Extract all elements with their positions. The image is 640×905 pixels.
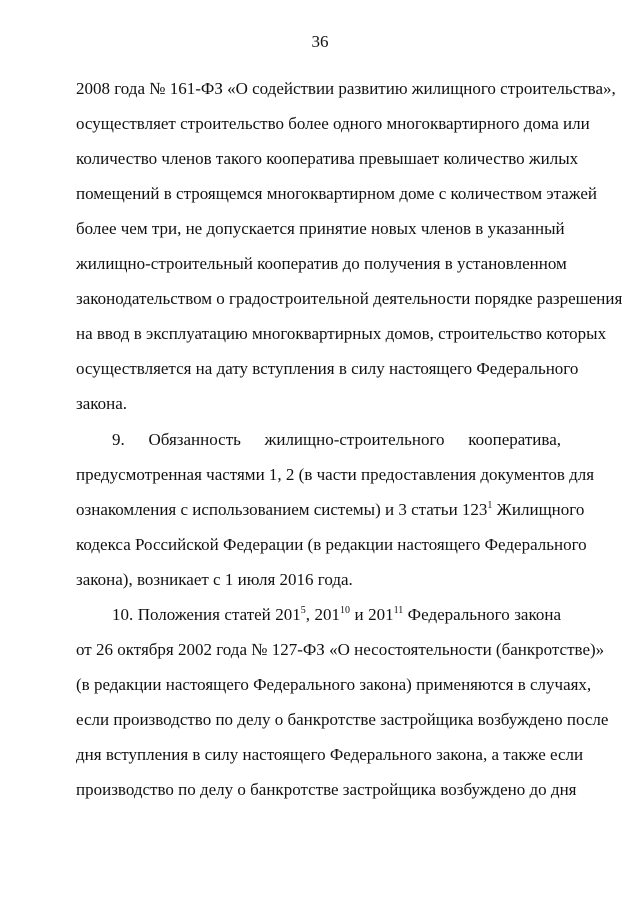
text-line: закона. [76, 394, 128, 413]
text-line: от 26 октября 2002 года № 127-ФЗ «О несостоятельности (банкротстве)» [76, 640, 605, 659]
text-line: помещений в строящемся многоквартирном доме с количеством этажей [76, 184, 597, 203]
text-line: осуществляется на дату вступления в силу настоящего Федерального [76, 359, 579, 378]
text-line: законодательством о градостроительной деятельности порядке разрешения [76, 289, 623, 308]
text-fragment: ознакомления с использованием системы) и 3 статьи 123 [76, 500, 488, 519]
text-line-with-superscript [76, 500, 585, 520]
text-line: кодекса Российской Федерации (в редакции настоящего Федерального [76, 535, 587, 554]
superscript: 11 [393, 605, 404, 617]
text-line: количество членов такого кооператива превышает количество жилых [76, 149, 579, 168]
text-line: дня вступления в силу настоящего Федерального закона, а также если [76, 745, 584, 764]
page-number: 36 [311, 32, 329, 51]
text-line: жилищно-строительный кооператив до получения в установленном [76, 254, 567, 273]
text-line: осуществляет строительство более одного многоквартирного дома или [76, 114, 590, 133]
text-line: производство по делу о банкротстве застройщика возбуждено до дня [76, 780, 577, 799]
paragraph-9-first-line: 9. Обязанность жилищно-строительного кооператива, [112, 430, 561, 449]
text-fragment: и 201 [350, 605, 394, 624]
text-fragment: Жилищного [492, 500, 585, 519]
text-line: более чем три, не допускается принятие новых членов в указанный [76, 219, 565, 238]
text-fragment: Федерального закона [403, 605, 561, 624]
superscript: 1 [487, 500, 493, 512]
superscript: 5 [300, 605, 306, 617]
text-line: 2008 года № 161-ФЗ «О содействии развитию жилищного строительства», [76, 79, 616, 98]
text-line: закона), возникает с 1 июля 2016 года. [76, 570, 353, 589]
paragraph-10-first-line [112, 605, 561, 625]
text-fragment: 10. Положения статей 201 [112, 605, 301, 624]
text-line: если производство по делу о банкротстве застройщика возбуждено после [76, 710, 609, 729]
text-line: (в редакции настоящего Федерального закона) применяются в случаях, [76, 675, 592, 694]
text-line: на ввод в эксплуатацию многоквартирных домов, строительство которых [76, 324, 607, 343]
text-line: предусмотренная частями 1, 2 (в части предоставления документов для [76, 465, 595, 484]
superscript: 10 [340, 605, 350, 617]
text-fragment: , 201 [305, 605, 340, 624]
